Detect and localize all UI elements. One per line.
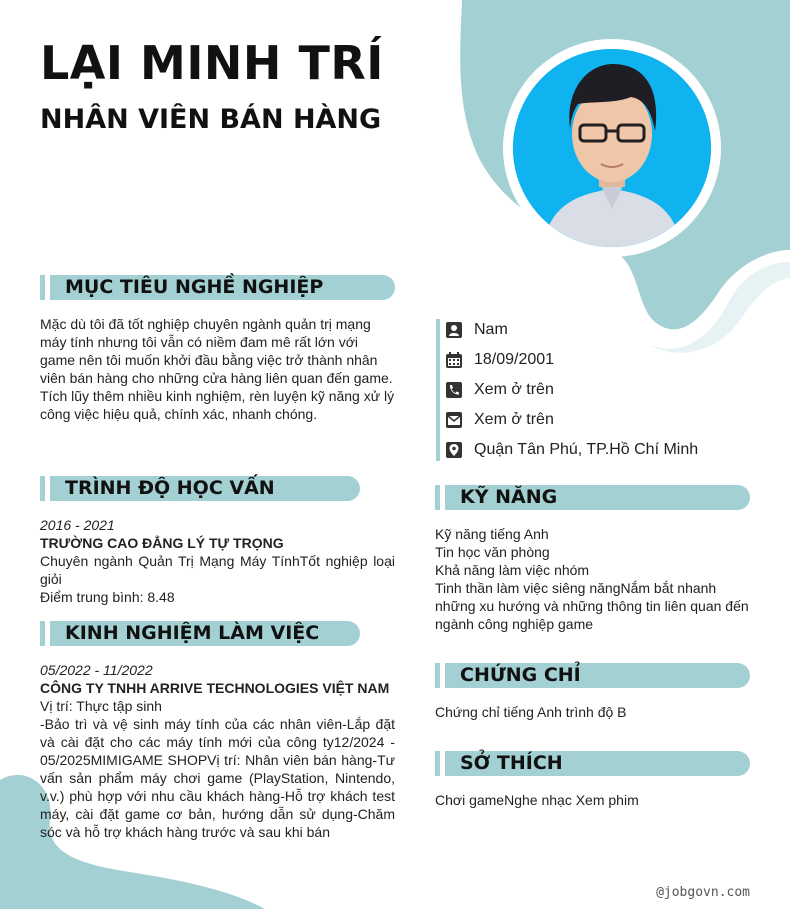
profile-photo-frame [503,39,721,257]
school-name: TRƯỜNG CAO ĐẲNG LÝ TỰ TRỌNG [40,535,284,551]
contact-gender: Nam [436,319,756,349]
skill-item: Tin học văn phòng [435,544,550,560]
skills-heading: KỸ NĂNG [435,485,750,510]
experience-heading: KINH NGHIỆM LÀM VIỆC [40,621,360,646]
phone-icon [446,382,462,398]
location-icon [446,442,462,458]
experience-role: Vị trí: Thực tập sinh [40,698,162,714]
person-icon [446,322,462,338]
candidate-name: LẠI MINH TRÍ [40,36,384,90]
certificates-text: Chứng chỉ tiếng Anh trình độ B [435,704,627,720]
hobbies-heading: SỞ THÍCH [435,751,750,776]
experience-period: 05/2022 - 11/2022 [40,662,153,678]
contact-address: Quận Tân Phú, TP.Hồ Chí Minh [436,439,756,469]
education-gpa: Điểm trung bình: 8.48 [40,589,175,605]
education-section [40,516,395,606]
objective-text: Mặc dù tôi đã tốt nghiệp chuyên ngành quản trị mạng máy tính nhưng tôi vẫn có niềm đam mê rất lớn với game nên tôi muốn khởi đầu bằng việc trở thành nhân viên bán hàng cho những cửa hàng liên quan đến game. Tích lũy thêm nhiều kinh nghiệm, rèn luyện kỹ năng xử lý công việc hiệu quả, chính xác, nhanh chóng. [40,316,395,422]
skill-item: Tinh thần làm việc siêng năngNắm bắt nhanh những xu hướng và những thông tin liên quan đến ngành công nghiệp game [435,580,749,632]
mail-icon [446,412,462,428]
contact-email: Xem ở trên [436,409,756,439]
hobbies-text: Chơi gameNghe nhạc Xem phim [435,792,639,808]
contact-list [436,319,756,469]
objective-heading: MỤC TIÊU NGHỀ NGHIỆP [40,275,395,300]
watermark: @jobgovn.com [656,885,750,900]
skill-item: Kỹ năng tiếng Anh [435,526,549,542]
contact-phone: Xem ở trên [436,379,756,409]
experience-details: -Bảo trì và vệ sinh máy tính của các nhân viên-Lắp đặt và cài đặt cho các máy tính mới của công ty12/2024 - 05/2025MIMIGAME SHOPVị trí: Nhân viên bán hàng-Tư vấn sản phẩm máy chơi game (PlayStation, Nintendo, v.v.) phù hợp với nhu cầu khách hàng-Hỗ trợ khách test máy, cài đặt game cơ bản, hướng dẫn sử dụng-Chăm sóc và hỗ trợ khách hàng trước và sau khi bán [40,716,395,840]
contact-birthday: 18/09/2001 [436,349,756,379]
calendar-icon [446,352,462,368]
education-major: Chuyên ngành Quản Trị Mạng Máy TínhTốt nghiệp loại giỏi [40,553,395,587]
job-title: NHÂN VIÊN BÁN HÀNG [40,104,382,135]
experience-section [40,661,395,841]
skill-item: Khả năng làm việc nhóm [435,562,590,578]
certificates-heading: CHỨNG CHỈ [435,663,750,688]
avatar-icon [513,49,711,247]
education-heading: TRÌNH ĐỘ HỌC VẤN [40,476,360,501]
education-period: 2016 - 2021 [40,517,115,533]
skills-list [435,525,750,633]
profile-photo [513,49,711,247]
company-name: CÔNG TY TNHH ARRIVE TECHNOLOGIES VIỆT NAM [40,680,390,696]
